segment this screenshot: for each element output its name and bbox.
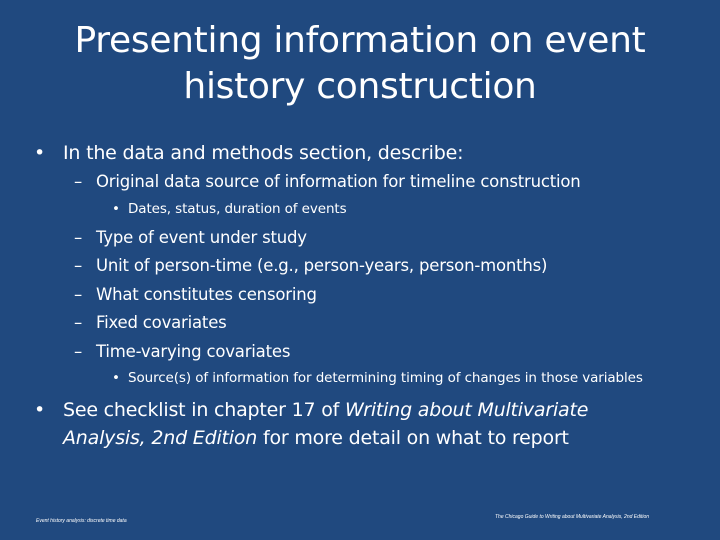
- checklist-text: See checklist in chapter 17 of: [63, 399, 345, 421]
- dash-marker: –: [74, 172, 83, 191]
- checklist-text-end: for more detail on what to report: [257, 427, 569, 449]
- sub-person-time: Unit of person-time (e.g., person-years, person-months): [96, 256, 548, 275]
- bullet-marker: •: [34, 142, 46, 164]
- book-title-part-2: Analysis, 2nd Edition: [63, 427, 258, 449]
- detail-dates-status: Dates, status, duration of events: [128, 201, 347, 217]
- sub-time-varying: Time-varying covariates: [96, 342, 291, 361]
- dot-marker: •: [112, 370, 120, 386]
- title-line-1: Presenting information on event: [74, 20, 646, 61]
- title-line-2: history construction: [183, 66, 537, 107]
- detail-source-timing: Source(s) of information for determining timing of changes in those variables: [128, 370, 643, 386]
- slide-title: [40, 18, 680, 110]
- sub-data-source: Original data source of information for timeline construction: [96, 172, 581, 191]
- sub-censoring: What constitutes censoring: [96, 285, 317, 304]
- bullet-checklist: [63, 396, 683, 424]
- dash-marker: –: [74, 256, 83, 275]
- dash-marker: –: [74, 285, 83, 304]
- dot-marker: •: [112, 201, 120, 217]
- footer-right: The Chicago Guide to Writing about Multivariate Analysis, 2nd Edition: [495, 514, 650, 520]
- bullet-checklist-cont: [63, 424, 683, 452]
- sub-event-type: Type of event under study: [96, 228, 307, 247]
- sub-fixed-covariates: Fixed covariates: [96, 313, 227, 332]
- dash-marker: –: [74, 313, 83, 332]
- dash-marker: –: [74, 228, 83, 247]
- dash-marker: –: [74, 342, 83, 361]
- bullet-marker: •: [34, 399, 46, 421]
- footer-left: Event history analysis: discrete time data: [36, 518, 127, 524]
- bullet-describe: In the data and methods section, describe:: [63, 142, 464, 164]
- book-title-part-1: Writing about Multivariate: [344, 399, 589, 421]
